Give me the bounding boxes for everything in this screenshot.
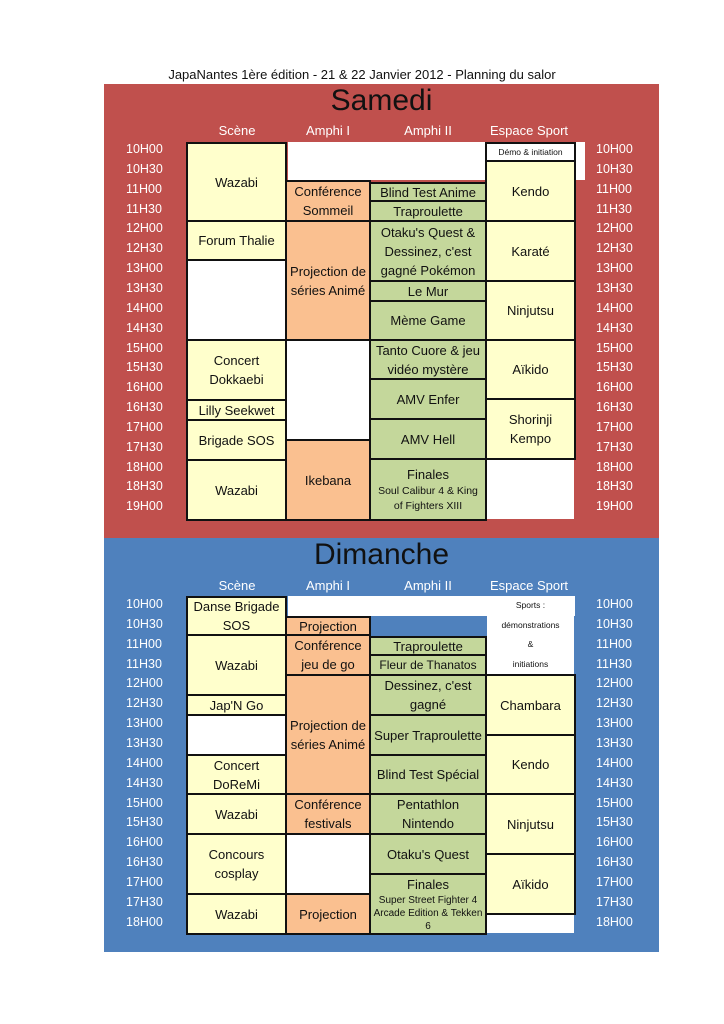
event-label: Blind Test Spécial <box>376 767 480 782</box>
event-cell <box>186 459 287 521</box>
event-sublabel: Super Street Fighter 4 Arcade Edition & Tekken 6 <box>373 895 483 932</box>
event-label: AMV Hell <box>400 431 456 447</box>
event-cell <box>186 399 287 421</box>
event-label: Wazabi <box>215 906 258 922</box>
event-cell <box>285 893 371 935</box>
event-cell <box>186 694 287 716</box>
event-label: Super Traproulette <box>374 727 482 743</box>
event-cell <box>285 634 371 676</box>
time-label: 16H00 <box>126 380 163 395</box>
event-cell <box>186 596 287 636</box>
time-label: 16H30 <box>596 400 633 415</box>
event-label: Wazabi <box>215 657 258 673</box>
day-title-dimanche: Dimanche <box>313 538 450 571</box>
time-label: 17H30 <box>596 894 633 909</box>
time-label: 13H00 <box>126 716 163 731</box>
event-label: Dessinez, c'est gagné <box>384 678 472 712</box>
empty-slot <box>186 714 287 756</box>
time-label: 14H00 <box>596 300 633 315</box>
time-label: 13H30 <box>596 735 633 750</box>
time-label: 11H00 <box>596 181 632 196</box>
event-cell <box>485 734 576 795</box>
time-label: 11H30 <box>596 656 632 671</box>
time-label: 10H00 <box>126 142 163 156</box>
event-label: Danse Brigade SOS <box>193 599 280 633</box>
event-label: Mème Game <box>390 313 466 328</box>
time-label: 16H00 <box>126 835 163 850</box>
event-cell <box>485 853 576 915</box>
time-label: 15H30 <box>596 360 633 375</box>
time-label: 10H30 <box>126 161 163 176</box>
event-cell <box>285 439 371 521</box>
event-label: Aïkido <box>512 362 549 377</box>
event-label: Otaku's Quest & Dessinez, c'est gagné Pokémon <box>380 224 476 278</box>
event-label: Wazabi <box>215 482 258 498</box>
time-label: 11H00 <box>126 181 162 196</box>
event-cell <box>186 339 287 401</box>
time-label: 11H30 <box>596 201 632 216</box>
event-label: Ninjutsu <box>507 816 554 832</box>
time-label: 12H00 <box>596 221 633 236</box>
event-cell <box>369 458 487 521</box>
time-label: 18H30 <box>126 479 163 494</box>
event-cell <box>485 142 576 162</box>
time-label: 11H00 <box>596 636 632 651</box>
time-label: 11H30 <box>126 656 162 671</box>
event-cell <box>186 220 287 261</box>
time-label: 17H00 <box>126 874 163 889</box>
time-label: 13H30 <box>596 280 633 295</box>
event-label: Ikebana <box>304 472 352 488</box>
col-header-scene: Scène <box>218 123 256 138</box>
time-label: 14H30 <box>596 320 633 335</box>
event-cell <box>485 339 576 400</box>
event-cell <box>369 418 487 460</box>
event-label: Finales <box>407 467 449 482</box>
time-label: 13H00 <box>126 261 163 276</box>
time-label: 15H00 <box>126 795 163 810</box>
event-cell <box>369 220 487 282</box>
time-label: 12H00 <box>596 676 633 691</box>
time-label: 19H00 <box>126 499 163 514</box>
event-label: Brigade SOS <box>198 432 275 448</box>
event-label: Projection de séries Animé <box>290 263 366 298</box>
event-cell <box>369 793 487 835</box>
event-cell <box>369 873 487 935</box>
event-sublabel: Soul Calibur 4 & King of Fighters XIII <box>378 485 478 512</box>
time-label: 11H30 <box>126 201 162 216</box>
event-cell <box>369 754 487 795</box>
time-label: 10H00 <box>596 142 633 156</box>
event-label: Chambara <box>500 697 561 713</box>
time-label: 10H30 <box>126 616 163 631</box>
event-cell <box>485 674 576 736</box>
event-label: Blind Test Anime <box>380 184 476 200</box>
time-label: 13H30 <box>126 280 163 295</box>
event-cell <box>186 833 287 895</box>
event-label: Kendo <box>511 183 550 199</box>
col-header-amphi-2: Amphi II <box>404 578 452 593</box>
time-label: 12H30 <box>596 696 633 711</box>
col-header-amphi-2: Amphi II <box>404 123 452 138</box>
event-cell <box>285 616 371 636</box>
event-label: Otaku's Quest <box>387 846 469 862</box>
col-header-espace-sport: Espace Sport <box>489 123 569 138</box>
event-label: Shorinji Kempo <box>508 412 553 446</box>
time-label: 12H00 <box>126 221 163 236</box>
event-label: Aïkido <box>512 876 549 892</box>
event-cell <box>369 636 487 656</box>
time-label: 12H30 <box>126 696 163 711</box>
time-label: 15H00 <box>126 340 163 355</box>
time-label: 10H30 <box>596 161 633 176</box>
time-label: 17H00 <box>596 874 633 889</box>
time-label: 15H00 <box>596 340 633 355</box>
time-label: 12H30 <box>126 241 163 256</box>
col-header-amphi-1: Amphi I <box>305 578 351 593</box>
event-cell <box>186 142 287 222</box>
event-cell <box>369 200 487 222</box>
time-label: 14H00 <box>596 755 633 770</box>
event-label: Le Mur <box>407 283 449 299</box>
event-label: démonstrations <box>501 619 560 630</box>
event-cell <box>485 280 576 341</box>
event-label: Projection <box>299 906 357 922</box>
event-cell <box>186 793 287 835</box>
event-label: initiations <box>512 658 549 669</box>
time-label: 14H00 <box>126 755 163 770</box>
time-label: 17H00 <box>596 419 633 434</box>
time-label: 17H30 <box>596 439 633 454</box>
event-cell <box>485 160 576 222</box>
time-label: 14H30 <box>126 775 163 790</box>
empty-slot <box>487 915 574 933</box>
col-header-scene: Scène <box>218 578 256 593</box>
time-label: 16H30 <box>596 855 633 870</box>
event-label: Traproulette <box>393 638 463 654</box>
event-label: Sports : <box>515 600 546 611</box>
event-label: Wazabi <box>215 174 258 190</box>
empty-slot <box>285 833 371 895</box>
event-cell <box>285 220 371 341</box>
event-cell <box>369 714 487 756</box>
time-label: 18H30 <box>596 479 633 494</box>
event-label: Jap'N Go <box>209 697 264 713</box>
event-cell <box>369 300 487 341</box>
event-label: Finales <box>407 877 449 892</box>
day-title-samedi: Samedi <box>330 84 433 117</box>
event-cell <box>285 180 371 222</box>
event-label: Concours cosplay <box>208 847 265 881</box>
time-label: 18H00 <box>126 459 163 474</box>
event-label: Lilly Seekwet <box>198 402 275 418</box>
event-cell <box>369 182 487 202</box>
time-label: 13H30 <box>126 735 163 750</box>
event-cell <box>369 378 487 420</box>
event-cell <box>485 398 576 460</box>
empty-slot <box>186 259 287 341</box>
time-label: 18H00 <box>596 459 633 474</box>
time-label: 14H00 <box>126 300 163 315</box>
col-header-amphi-1: Amphi I <box>305 123 351 138</box>
event-label: Fleur de Thanatos <box>379 657 477 672</box>
time-label: 12H30 <box>596 241 633 256</box>
time-label: 14H30 <box>596 775 633 790</box>
time-label: 16H00 <box>596 835 633 850</box>
event-cell <box>186 754 287 795</box>
event-label: Conférence festivals <box>294 797 362 831</box>
time-label: 16H30 <box>126 855 163 870</box>
time-label: 12H00 <box>126 676 163 691</box>
time-label: 13H00 <box>596 716 633 731</box>
time-label: 16H30 <box>126 400 163 415</box>
event-cell <box>485 220 576 282</box>
event-label: Concert Dokkaebi <box>209 353 264 387</box>
event-label: Conférence jeu de go <box>294 638 362 672</box>
time-label: 13H00 <box>596 261 633 276</box>
event-label: Ninjutsu <box>507 303 554 318</box>
event-cell <box>369 339 487 380</box>
time-label: 17H00 <box>126 419 163 434</box>
empty-slot <box>487 460 574 519</box>
event-label: Projection <box>299 618 357 634</box>
event-label: & <box>527 639 534 650</box>
event-cell <box>369 833 487 875</box>
event-cell <box>285 674 371 795</box>
event-label: Karaté <box>511 243 550 259</box>
time-label: 14H30 <box>126 320 163 335</box>
event-label: Wazabi <box>215 806 258 822</box>
event-label: Forum Thalie <box>198 233 275 248</box>
time-label: 15H30 <box>596 815 633 830</box>
time-label: 15H00 <box>596 795 633 810</box>
time-label: 16H00 <box>596 380 633 395</box>
event-label: Conférence Sommeil <box>294 184 362 218</box>
col-header-espace-sport: Espace Sport <box>489 578 569 593</box>
time-label: 15H30 <box>126 815 163 830</box>
time-label: 10H00 <box>596 597 633 611</box>
event-cell <box>186 634 287 696</box>
event-label: Kendo <box>511 757 550 772</box>
time-label: 11H00 <box>126 636 162 651</box>
time-label: 15H30 <box>126 360 163 375</box>
event-label: Traproulette <box>393 203 463 219</box>
event-label: Tanto Cuore & jeu vidéo mystère <box>375 342 481 377</box>
dimanche-panel <box>104 538 659 952</box>
empty-slot <box>285 339 371 441</box>
event-cell <box>186 893 287 935</box>
event-label: Démo & initiation <box>498 146 563 157</box>
samedi-panel <box>104 84 659 538</box>
time-label: 18H00 <box>596 914 633 929</box>
time-label: 18H00 <box>126 914 163 929</box>
event-cell <box>369 654 487 676</box>
event-cell <box>285 793 371 835</box>
time-label: 17H30 <box>126 894 163 909</box>
event-cell <box>186 419 287 461</box>
time-label: 17H30 <box>126 439 163 454</box>
time-label: 10H30 <box>596 616 633 631</box>
event-label: Pentathlon Nintendo <box>396 797 460 831</box>
time-label: 10H00 <box>126 597 163 611</box>
event-label: Projection de séries Animé <box>290 717 366 752</box>
document-title: JapaNantes 1ère édition - 21 & 22 Janvier 2012 - Planning du salor <box>168 67 556 82</box>
event-label: Concert DoReMi <box>213 757 260 792</box>
event-cell <box>487 596 574 674</box>
event-cell <box>369 674 487 716</box>
event-cell <box>485 793 576 855</box>
time-label: 19H00 <box>596 499 633 514</box>
event-label: AMV Enfer <box>396 391 460 407</box>
event-cell <box>369 280 487 302</box>
